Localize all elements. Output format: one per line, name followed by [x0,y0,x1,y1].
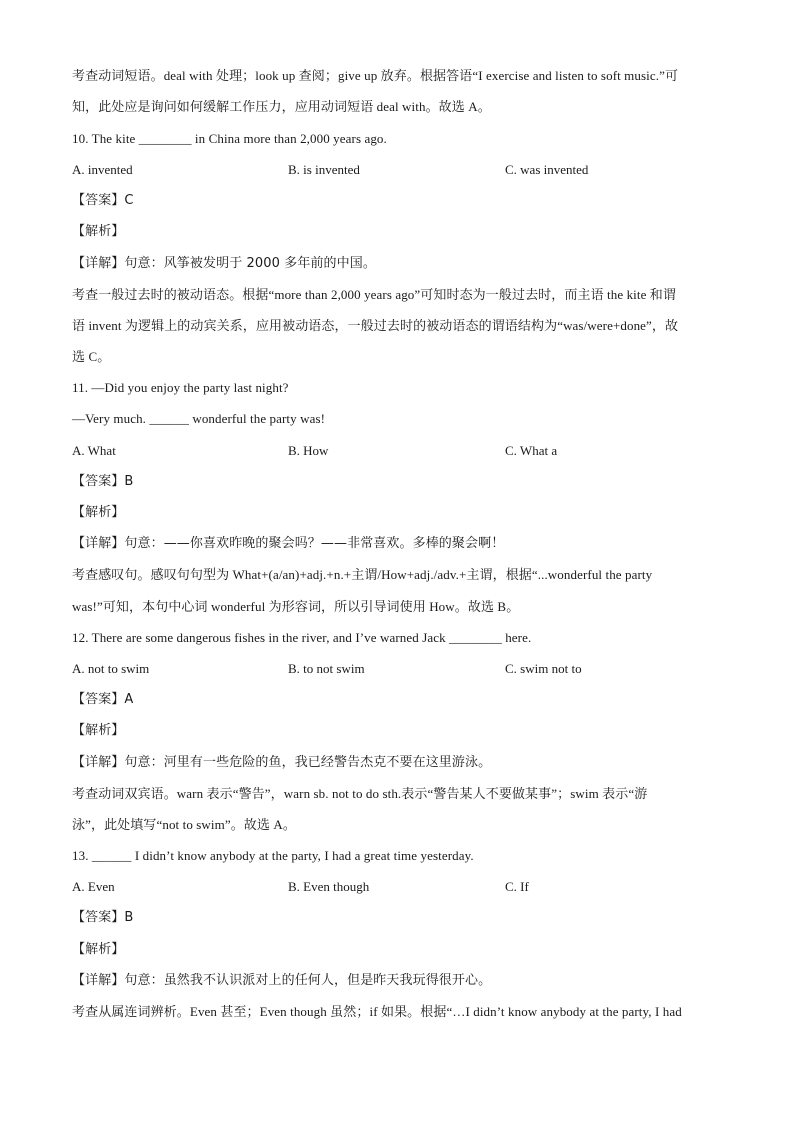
option-a: A. Even [72,879,115,894]
answer-label: 【答案】A [72,692,134,707]
question-stem: 13. ______ I didn’t know anybody at the party, I had a great time yesterday. [72,848,474,863]
explanation-line: 选 C。 [72,349,111,364]
answer-options [72,877,722,897]
option-c: C. If [505,879,529,894]
detail-text: 【详解】句意：——你喜欢昨晚的聚会吗？——非常喜欢。多棒的聚会啊！ [72,536,505,551]
answer-label: 【答案】B [72,910,134,925]
explanation-line: 考查一般过去时的被动语态。根据“more than 2,000 years ago”可知时态为一般过去时，而主语 the kite 和谓 [72,287,677,302]
option-c: C. swim not to [505,661,582,676]
option-b: B. is invented [288,162,360,177]
option-c: C. What a [505,443,558,458]
question-stem: —Very much. ______ wonderful the party was! [72,411,326,426]
explanation-line: 泳”，此处填写“not to swim”。故选 A。 [72,817,296,832]
question-stem: 12. There are some dangerous fishes in the river, and I’ve warned Jack ________ here. [72,630,532,645]
detail-text: 【详解】句意：河里有一些危险的鱼，我已经警告杰克不要在这里游泳。 [72,755,492,770]
option-b: B. How [288,443,329,458]
option-a: A. not to swim [72,661,150,676]
explanation-line: 考查感叹句。感叹句句型为 What+(a/an)+adj.+n.+主谓/How+adj./adv.+主谓，根据“...wonderful the party [72,567,653,582]
explanation-line: was!”可知，本句中心词 wonderful 为形容词，所以引导词使用 How。故选 B。 [72,599,520,614]
text-line: 考查动词短语。deal with 处理；look up 查阅；give up 放弃。根据答语“I exercise and listen to soft music.”可 [72,68,679,83]
answer-options [72,160,722,180]
answer-options [72,659,722,679]
detail-text: 【详解】句意：虽然我不认识派对上的任何人，但是昨天我玩得很开心。 [72,973,492,988]
explanation-line: 考查动词双宾语。warn 表示“警告”，warn sb. not to do sth.表示“警告某人不要做某事”；swim 表示“游 [72,786,648,801]
option-b: B. Even though [288,879,370,894]
analysis-label: 【解析】 [72,224,125,239]
explanation-line: 考查从属连词辨析。Even 甚至；Even though 虽然；if 如果。根据“…I didn’t know anybody at the party, I had [72,1004,682,1019]
option-c: C. was invented [505,162,589,177]
analysis-label: 【解析】 [72,723,125,738]
option-b: B. to not swim [288,661,365,676]
answer-label: 【答案】B [72,474,134,489]
text-line: 知，此处应是询问如何缓解工作压力，应用动词短语 deal with。故选 A。 [72,99,491,114]
analysis-label: 【解析】 [72,505,125,520]
option-a: A. invented [72,162,133,177]
question-stem: 10. The kite ________ in China more than 2,000 years ago. [72,131,387,146]
detail-text: 【详解】句意：风筝被发明于 2000 多年前的中国。 [72,256,376,271]
answer-options [72,441,722,461]
answer-label: 【答案】C [72,193,134,208]
question-stem: 11. —Did you enjoy the party last night? [72,380,289,395]
explanation-line: 语 invent 为逻辑上的动宾关系，应用被动语态，一般过去时的被动语态的谓语结构为“was/were+done”，故 [72,318,679,333]
analysis-label: 【解析】 [72,942,125,957]
option-a: A. What [72,443,116,458]
